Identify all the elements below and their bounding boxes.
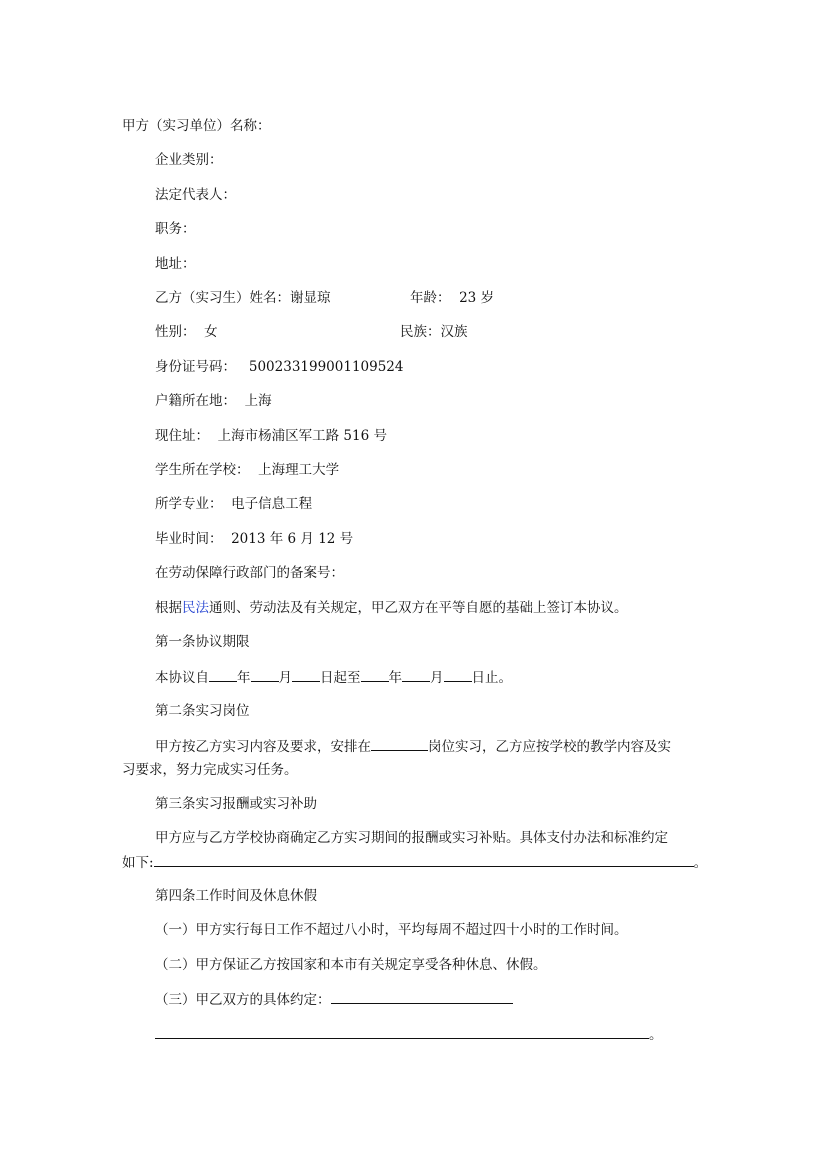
article-1-text: 年 [237, 670, 251, 686]
age-row [410, 288, 494, 308]
legal-representative-label: 法定代表人： [155, 187, 236, 203]
intro-before: 根据 [155, 600, 182, 616]
school-label: 学生所在学校： [155, 462, 250, 478]
start-month-blank[interactable] [251, 667, 279, 682]
party-b-name-row [155, 288, 331, 308]
id-number-row [155, 357, 403, 377]
gender-value: 女 [204, 324, 218, 340]
party-b-name-label: 乙方（实习生）姓名： [155, 290, 290, 306]
gender-label: 性别： [155, 324, 196, 340]
article-2-title: 第二条实习岗位 [155, 703, 250, 719]
ethnicity-value: 汉族 [440, 324, 468, 340]
article-3-line-2 [122, 852, 707, 873]
article-1-body [155, 667, 512, 688]
start-year-blank[interactable] [209, 667, 237, 682]
hukou-value: 上海 [244, 393, 272, 409]
party-b-name-value: 谢显琼 [290, 290, 331, 306]
age-value: 23 岁 [459, 290, 495, 306]
article-3-line-1: 甲方应与乙方学校协商确定乙方实习期间的报酬或实习补贴。具体支付办法和标准约定 [155, 830, 668, 846]
party-a-name-label: 甲方（实习单位）名称： [122, 118, 271, 134]
specific-agreement-blank[interactable] [331, 989, 513, 1004]
intro-after: 通则、劳动法及有关规定，甲乙双方在平等自愿的基础上签订本协议。 [209, 600, 628, 616]
article-4-item-1: （一）甲方实行每日工作不超过八小时，平均每周不超过四十小时的工作时间。 [155, 922, 628, 938]
hukou-row [155, 391, 272, 411]
article-4-item-2: （二）甲方保证乙方按国家和本市有关规定享受各种休息、休假。 [155, 957, 547, 973]
payment-terms-blank[interactable] [154, 852, 694, 867]
post-blank[interactable] [371, 736, 428, 751]
article-1-text: 月 [278, 670, 292, 686]
article-2-text: 甲方按乙方实习内容及要求，安排在 [155, 739, 371, 755]
school-value: 上海理工大学 [258, 462, 340, 478]
id-number-label: 身份证号码： [155, 359, 236, 375]
article-4-item-3 [155, 989, 513, 1010]
hukou-label: 户籍所在地： [155, 393, 236, 409]
article-1-text: 月 [430, 670, 444, 686]
position-label: 职务： [155, 221, 196, 237]
article-3-text: 。 [693, 855, 708, 871]
article-4-line-end [155, 1024, 663, 1045]
article-1-text: 本协议自 [155, 670, 209, 686]
residence-row [155, 426, 387, 446]
ethnicity-row [400, 322, 468, 342]
specific-agreement-blank-2[interactable] [155, 1024, 649, 1039]
intro-paragraph [155, 598, 628, 618]
end-day-blank[interactable] [444, 667, 472, 682]
id-number-value: 500233199001109524 [248, 359, 404, 375]
major-label: 所学专业： [155, 496, 223, 512]
start-day-blank[interactable] [292, 667, 320, 682]
article-4-title: 第四条工作时间及休息休假 [155, 888, 317, 904]
civil-law-link[interactable]: 民法 [182, 600, 209, 616]
age-label: 年龄： [410, 290, 451, 306]
article-1-text: 日止。 [471, 670, 512, 686]
end-year-blank[interactable] [361, 667, 389, 682]
article-1-text: 日起至 [320, 670, 361, 686]
graduation-value: 2013 年 6 月 12 号 [231, 531, 354, 547]
article-2-line-2: 习要求，努力完成实习任务。 [122, 762, 298, 778]
major-row [155, 494, 312, 514]
enterprise-category-label: 企业类别： [155, 152, 223, 168]
residence-label: 现住址： [155, 428, 209, 444]
article-3-title: 第三条实习报酬或实习补助 [155, 796, 317, 812]
gender-row [155, 322, 218, 342]
record-number-label: 在劳动保障行政部门的备案号： [155, 565, 344, 581]
ethnicity-label: 民族： [400, 324, 441, 340]
residence-value: 上海市杨浦区军工路 516 号 [217, 428, 387, 444]
article-3-text: 如下: [122, 855, 154, 871]
article-1-title: 第一条协议期限 [155, 634, 250, 650]
graduation-row [155, 529, 353, 549]
article-1-text: 年 [388, 670, 402, 686]
end-month-blank[interactable] [402, 667, 430, 682]
address-label: 地址： [155, 256, 196, 272]
major-value: 电子信息工程 [231, 496, 313, 512]
school-row [155, 460, 339, 480]
graduation-label: 毕业时间： [155, 531, 223, 547]
article-4-text: 。 [649, 1027, 663, 1043]
article-2-line-1 [155, 736, 671, 757]
article-2-text: 岗位实习，乙方应按学校的教学内容及实 [428, 739, 671, 755]
article-4-text: （三）甲乙双方的具体约定： [155, 992, 331, 1008]
